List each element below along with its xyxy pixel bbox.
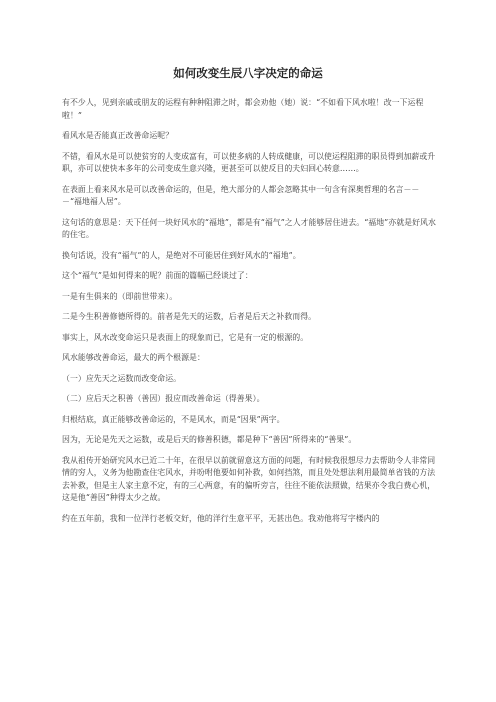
paragraph: 约在五年前，我和一位洋行老板交好，他的洋行生意平平，无甚出色。我劝他将写字楼内的 [62, 513, 380, 523]
document-body [62, 97, 438, 533]
paragraph: 在表面上看来风水是可以改善命运的，但是，绝大部分的人都会忽略其中一句含有深奥哲理的名言－－－“福地福人居”。 [62, 184, 420, 206]
paragraph: 归根结底，真正能够改善命运的，不是风水，而是“因果”两字。 [62, 414, 285, 424]
paragraph: 因为，无论是先天之运数，或是后天的修善积德，都是种下“善因”所得来的“善果”。 [62, 435, 357, 444]
paragraph: 看风水是否能真正改善命运呢？ [62, 131, 174, 140]
paragraph: 我从祖传开始研究风水已近二十年，在很早以前就留意这方面的问题，有时候我很想尽力去帮助令人非常同情的穷人，义务为他勘查住宅风水，并吩咐他要如何补救，如何挡煞，而且处处想法利用最简单省钱的方法去补救，但是主人家主意不定，有的三心两意，有的偏听旁言，往往不能依法照做，结果亦令我白费心机，这是他“善因”种得太少之故。 [62, 455, 436, 502]
paragraph: 一是有生俱来的（即前世带来）。 [62, 291, 178, 301]
paragraph: 事实上，风水改变命运只是表面上的现象而已，它是有一定的根源的。 [62, 332, 309, 342]
paragraph: 换句话说，没有“福气”的人，是绝对不可能居住到好风水的“福地”。 [62, 250, 301, 260]
paragraph: （二）应后天之积善（善因）报应而改善命运（得善果）。 [62, 394, 265, 403]
paragraph: 不错，看风水是可以使贫穷的人变成富有，可以使多病的人转成健康，可以使运程阻滞的职员得到加薪或升职，亦可以使快本多年的公司变成生意兴隆，更甚至可以使反目的夫妇回心转意……。 [62, 151, 436, 173]
document-title: 如何改变生辰八字决定的命运 [173, 66, 323, 80]
paragraph: 风水能够改善命运，最大的两个根源是： [62, 353, 205, 362]
paragraph: 这个“福气”是如何得来的呢？前面的篇幅已经谈过了： [62, 271, 253, 280]
paragraph: 有不少人，见到亲戚或朋友的运程有种种阻滞之时，都会劝他（她）说：“不如看下风水啦！改一下运程啦！” [62, 98, 424, 120]
paragraph: 这句话的意思是：天下任何一块好风水的“福地”，都是有“福气”之人才能够居住进去。“福地”亦就是好风水的住宅。 [62, 217, 436, 239]
paragraph: 二是今生积善修德所得的。前者是先天的运数，后者是后天之补救而得。 [62, 312, 317, 321]
paragraph: （一）应先天之运数而改变命运。 [62, 373, 182, 383]
